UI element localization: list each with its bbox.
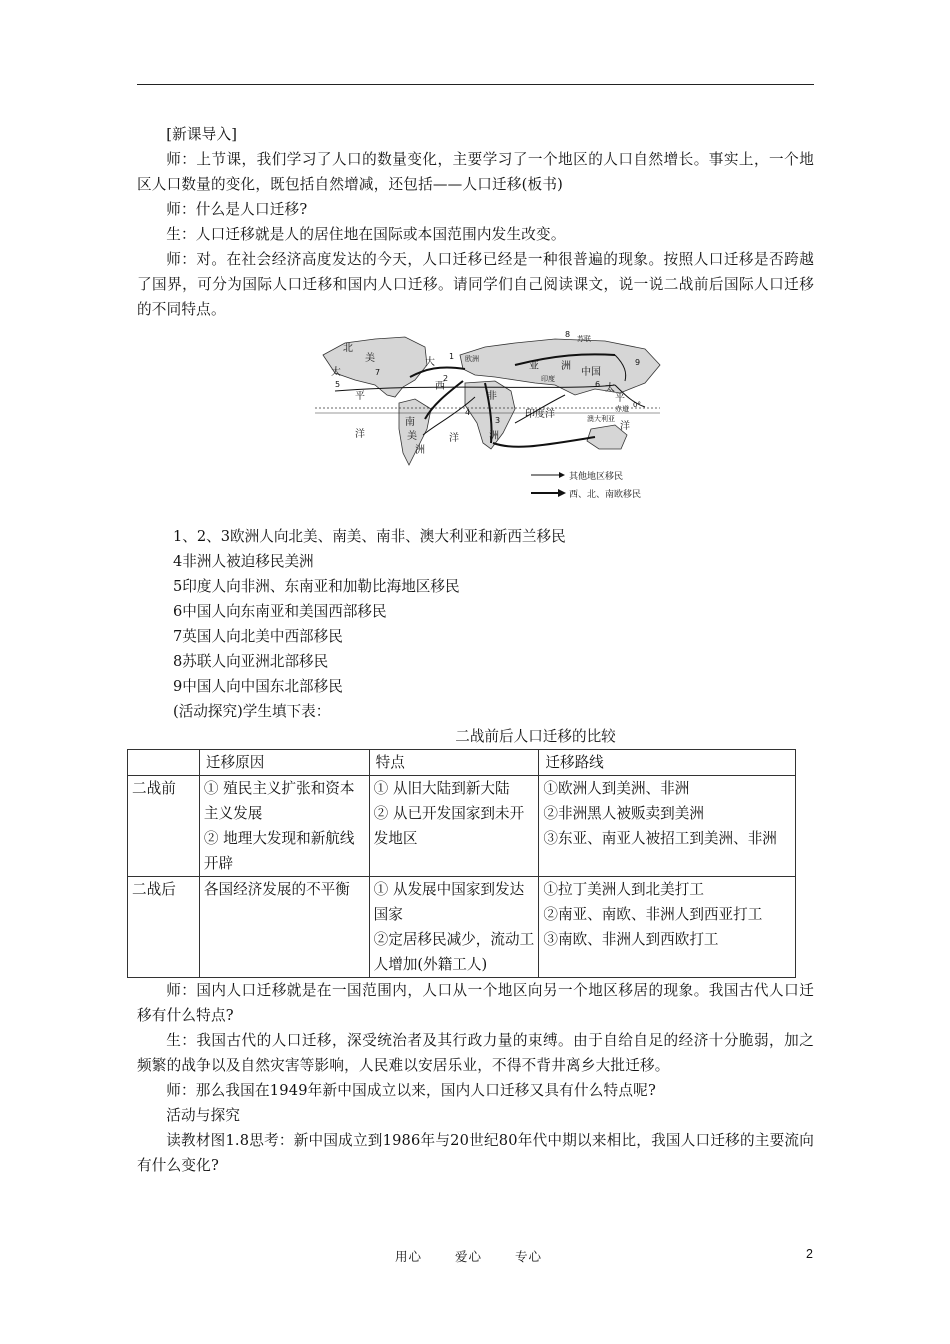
activity-label: (活动探究)学生填下表： — [173, 703, 331, 720]
cell-line: ②定居移民减少，流动工人增加(外籍工人) — [373, 931, 535, 973]
list-item: 9中国人向中国东北部移民 — [173, 678, 343, 695]
svg-text:南: 南 — [405, 417, 415, 428]
migration-map-figure — [315, 325, 685, 520]
header-cell — [128, 750, 200, 776]
svg-text:4: 4 — [465, 408, 471, 417]
svg-text:6: 6 — [595, 380, 601, 389]
list-item: 8苏联人向亚洲北部移民 — [173, 653, 329, 670]
svg-text:2: 2 — [443, 374, 449, 383]
cell-line: ①拉丁美洲人到北美打工 — [543, 881, 704, 898]
svg-text:太: 太 — [331, 367, 341, 378]
map-legend — [531, 470, 641, 500]
table-row — [128, 877, 796, 978]
footer-motto — [395, 1247, 570, 1265]
cell-line: ②南亚、南欧、非洲人到西亚打工 — [543, 906, 763, 923]
svg-text:北: 北 — [343, 343, 353, 354]
list-item: 6中国人向东南亚和美国西部移民 — [173, 603, 387, 620]
period-cell: 二战前 — [128, 776, 200, 877]
svg-text:洋: 洋 — [449, 433, 459, 444]
svg-text:其他地区移民: 其他地区移民 — [569, 472, 624, 482]
svg-text:5: 5 — [335, 380, 341, 389]
svg-text:洲: 洲 — [415, 445, 425, 456]
footer-word: 用心 — [395, 1249, 423, 1264]
header-cell: 迁移路线 — [539, 750, 796, 776]
header-rule — [137, 84, 814, 85]
paragraph: 师：那么我国在1949年新中国成立以来，国内人口迁移又具有什么特点呢? — [166, 1082, 656, 1099]
svg-text:中国: 中国 — [581, 367, 601, 378]
cell-line: ①欧洲人到美洲、非洲 — [543, 780, 690, 797]
cell-line: ② 地理大发现和新航线开辟 — [203, 830, 355, 872]
table-header-row — [128, 750, 796, 776]
svg-text:欧洲: 欧洲 — [465, 355, 479, 363]
table-caption: 二战前后人口迁移的比较 — [455, 728, 616, 745]
footer-word: 爱心 — [455, 1249, 483, 1264]
period-cell: 二战后 — [128, 877, 200, 978]
cell-line: 各国经济发展的不平衡 — [203, 881, 350, 898]
svg-text:印度: 印度 — [541, 375, 555, 383]
svg-text:亚: 亚 — [529, 361, 539, 372]
list-item: 5印度人向非洲、东南亚和加勒比海地区移民 — [173, 578, 460, 595]
svg-text:0°: 0° — [633, 401, 641, 409]
svg-text:澳大利亚: 澳大利亚 — [587, 415, 615, 423]
paragraph: 师：上节课，我们学习了人口的数量变化，主要学习了一个地区的人口自然增长。事实上，一个地区人口数量的变化，既包括自然增减，还包括——人口迁移(板书) — [137, 151, 814, 193]
svg-text:平: 平 — [615, 393, 625, 404]
migration-map — [137, 325, 814, 522]
svg-text:大: 大 — [425, 357, 435, 368]
list-item: 7英国人向北美中西部移民 — [173, 628, 343, 645]
feature-cell — [369, 776, 539, 877]
cell-line: ③东亚、南亚人被招工到美洲、非洲 — [543, 830, 777, 847]
list-item: 1、2、3欧洲人向北美、南美、南非、澳大利亚和新西兰移民 — [173, 528, 566, 545]
page-number: 2 — [806, 1247, 813, 1261]
cell-line: ②非洲黑人被贩卖到美洲 — [543, 805, 704, 822]
reason-cell — [199, 776, 369, 877]
svg-text:西: 西 — [435, 381, 445, 392]
cell-line: ① 殖民主义扩张和资本主义发展 — [203, 780, 355, 822]
svg-text:8: 8 — [565, 330, 571, 339]
svg-text:9: 9 — [635, 358, 641, 367]
svg-text:1: 1 — [449, 352, 455, 361]
svg-text:美: 美 — [365, 353, 375, 364]
paragraph: 读教材图1.8思考：新中国成立到1986年与20世纪80年代中期以来相比，我国人口迁移的主要流向有什么变化? — [137, 1132, 814, 1174]
svg-text:平: 平 — [355, 391, 365, 402]
svg-text:印度洋: 印度洋 — [525, 409, 555, 420]
svg-text:西、北、南欧移民: 西、北、南欧移民 — [569, 490, 642, 500]
paragraph: 生：人口迁移就是人的居住地在国际或本国范围内发生改变。 — [166, 226, 566, 243]
cell-line: ① 从发展中国家到发达国家 — [373, 881, 525, 923]
svg-text:洋: 洋 — [620, 421, 630, 432]
route-cell — [539, 776, 796, 877]
paragraph: 师：国内人口迁移就是在一国范围内，人口从一个地区向另一个地区移居的现象。我国古代人口迁移有什么特点? — [137, 982, 814, 1024]
document-body — [132, 122, 814, 1178]
cell-line: ② 从已开发国家到未开发地区 — [373, 805, 525, 847]
route-cell — [539, 877, 796, 978]
section-heading: [新课导入] — [166, 126, 238, 143]
footer-word: 专心 — [515, 1249, 543, 1264]
svg-text:非: 非 — [487, 391, 497, 402]
subheading: 活动与探究 — [166, 1107, 241, 1124]
svg-text:洋: 洋 — [355, 429, 365, 440]
reason-cell — [199, 877, 369, 978]
comparison-table — [127, 749, 796, 978]
cell-line: ① 从旧大陆到新大陆 — [373, 780, 510, 797]
feature-cell — [369, 877, 539, 978]
svg-text:赤道: 赤道 — [615, 405, 629, 413]
paragraph: 师：什么是人口迁移? — [166, 201, 308, 218]
svg-text:太: 太 — [605, 383, 615, 394]
cell-line: ③南欧、非洲人到西欧打工 — [543, 931, 719, 948]
header-cell: 特点 — [369, 750, 539, 776]
list-item: 4非洲人被迫移民美洲 — [173, 553, 314, 570]
table-row — [128, 776, 796, 877]
svg-text:美: 美 — [407, 431, 417, 442]
header-cell: 迁移原因 — [199, 750, 369, 776]
svg-text:7: 7 — [375, 368, 381, 377]
svg-text:苏联: 苏联 — [577, 335, 591, 343]
paragraph: 师：对。在社会经济高度发达的今天，人口迁移已经是一种很普遍的现象。按照人口迁移是否跨越了国界，可分为国际人口迁移和国内人口迁移。请同学们自己阅读课文，说一说二战前后国际人口迁移的不同特点。 — [137, 251, 814, 318]
svg-text:洲: 洲 — [489, 431, 499, 442]
svg-text:洲: 洲 — [561, 361, 571, 372]
paragraph: 生：我国古代的人口迁移，深受统治者及其行政力量的束缚。由于自给自足的经济十分脆弱，加之频繁的战争以及自然灾害等影响，人民难以安居乐业，不得不背井离乡大批迁移。 — [137, 1032, 814, 1074]
svg-text:3: 3 — [495, 416, 501, 425]
